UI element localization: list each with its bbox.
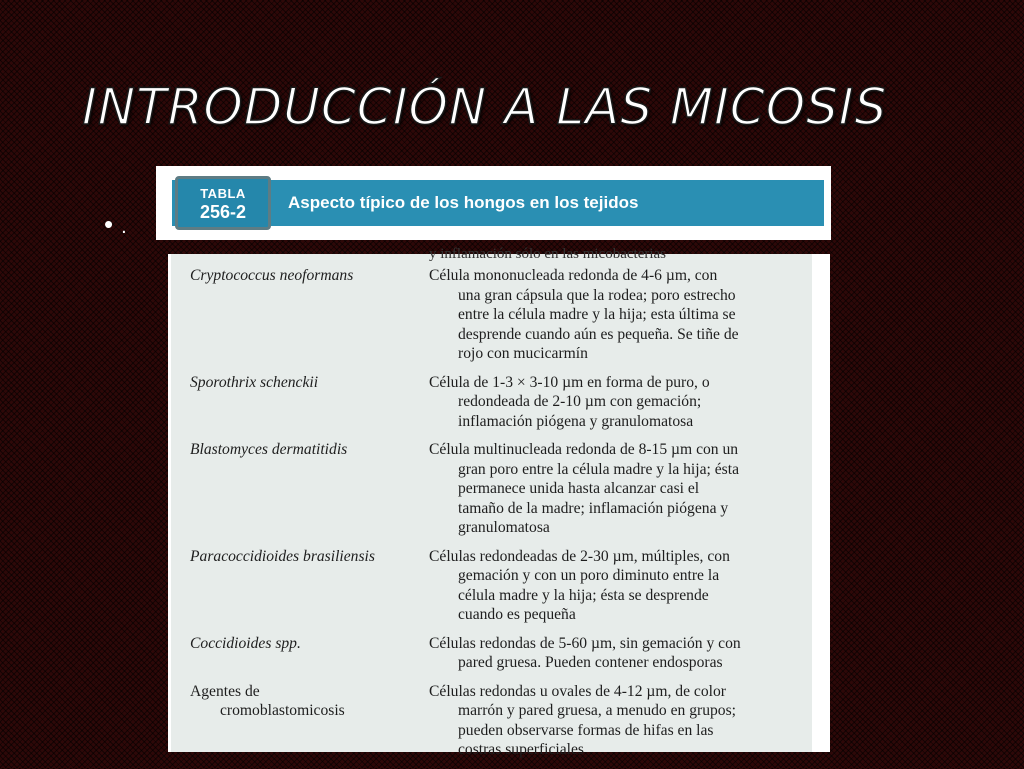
table-row xyxy=(190,266,799,373)
table-panel xyxy=(171,246,812,758)
organism-line: Agentes de xyxy=(190,682,260,700)
table-number-badge xyxy=(175,176,271,230)
organism-name xyxy=(190,440,429,547)
description-line: Célula de 1-3 × 3-10 µm en forma de puro, o xyxy=(429,373,710,391)
description-line: marrón y pared gruesa, a menudo en grupos; xyxy=(458,702,736,719)
description-line: desprende cuando aún es pequeña. Se tiñe de xyxy=(458,325,739,343)
table-row xyxy=(190,547,799,634)
description-line: Células redondas u ovales de 4-12 µm, de color xyxy=(429,682,726,700)
description-line: Célula mononucleada redonda de 4-6 µm, con xyxy=(429,267,718,284)
description-line: Células redondeadas de 2-30 µm, múltiples, con xyxy=(429,547,730,565)
description-line: entre la célula madre y la hija; esta última se xyxy=(458,306,736,323)
description-line: tamaño de la madre; inflamación piógena y xyxy=(458,499,729,517)
table-body-image xyxy=(168,246,830,758)
description-line: pueden observarse formas de hifas en las xyxy=(458,721,714,739)
organism-line: Cryptococcus neoformans xyxy=(190,267,354,284)
organism-name xyxy=(190,634,429,682)
description-line: célula madre y la hija; ésta se desprende xyxy=(458,586,709,604)
bullet-text: . xyxy=(121,216,127,238)
description-line: redondeada de 2-10 µm con gemación; xyxy=(458,393,702,410)
bullet-point xyxy=(104,209,127,239)
fungi-table xyxy=(190,266,799,769)
description-line: Célula multinucleada redonda de 8-15 µm con un xyxy=(429,441,739,458)
table-header-image xyxy=(156,166,831,240)
organism-name xyxy=(190,266,429,373)
organism-line: Paracoccidioides brasiliensis xyxy=(190,547,375,565)
organism-name xyxy=(190,682,429,769)
description-line: inflamación piógena y granulomatosa xyxy=(458,412,694,430)
organism-name xyxy=(190,547,429,634)
description-line: cuando es pequeña xyxy=(458,606,576,623)
cut-off-text-line: y inflamación sólo en las micobacterias xyxy=(429,246,667,262)
description-line: pared gruesa. Pueden contener endosporas xyxy=(458,654,723,671)
organism-description xyxy=(429,266,799,373)
organism-description xyxy=(429,440,799,547)
organism-name xyxy=(190,373,429,441)
organism-description xyxy=(429,682,799,769)
table-label: TABLA xyxy=(200,186,246,201)
description-line: gemación y con un poro diminuto entre la xyxy=(458,567,720,584)
description-line: granulomatosa xyxy=(458,519,550,536)
organism-line: Sporothrix schenckii xyxy=(190,373,319,391)
description-line: una gran cápsula que la rodea; poro estrecho xyxy=(458,286,736,304)
organism-line: cromoblastomicosis xyxy=(220,702,345,719)
table-title: Aspecto típico de los hongos en los tejidos xyxy=(288,193,639,212)
organism-description xyxy=(429,373,799,441)
description-line: gran poro entre la célula madre y la hija; ésta xyxy=(458,460,739,478)
description-line: permanece unida hasta alcanzar casi el xyxy=(458,480,700,497)
slide-title: INTRODUCCIÓN A LAS MICOSIS xyxy=(82,78,888,136)
organism-description xyxy=(429,547,799,634)
description-line: Células redondas de 5-60 µm, sin gemación y con xyxy=(429,634,741,652)
organism-line: Blastomyces dermatitidis xyxy=(190,441,348,458)
description-line: rojo con mucicarmín xyxy=(458,345,588,362)
table-row xyxy=(190,440,799,547)
organism-line: Coccidioides spp. xyxy=(190,634,301,652)
table-row xyxy=(190,634,799,682)
table-row xyxy=(190,682,799,769)
bullet-icon: • xyxy=(104,209,114,239)
organism-description xyxy=(429,634,799,682)
description-line: costras superficiales xyxy=(458,741,584,758)
table-number: 256-2 xyxy=(199,202,247,222)
table-row xyxy=(190,373,799,441)
